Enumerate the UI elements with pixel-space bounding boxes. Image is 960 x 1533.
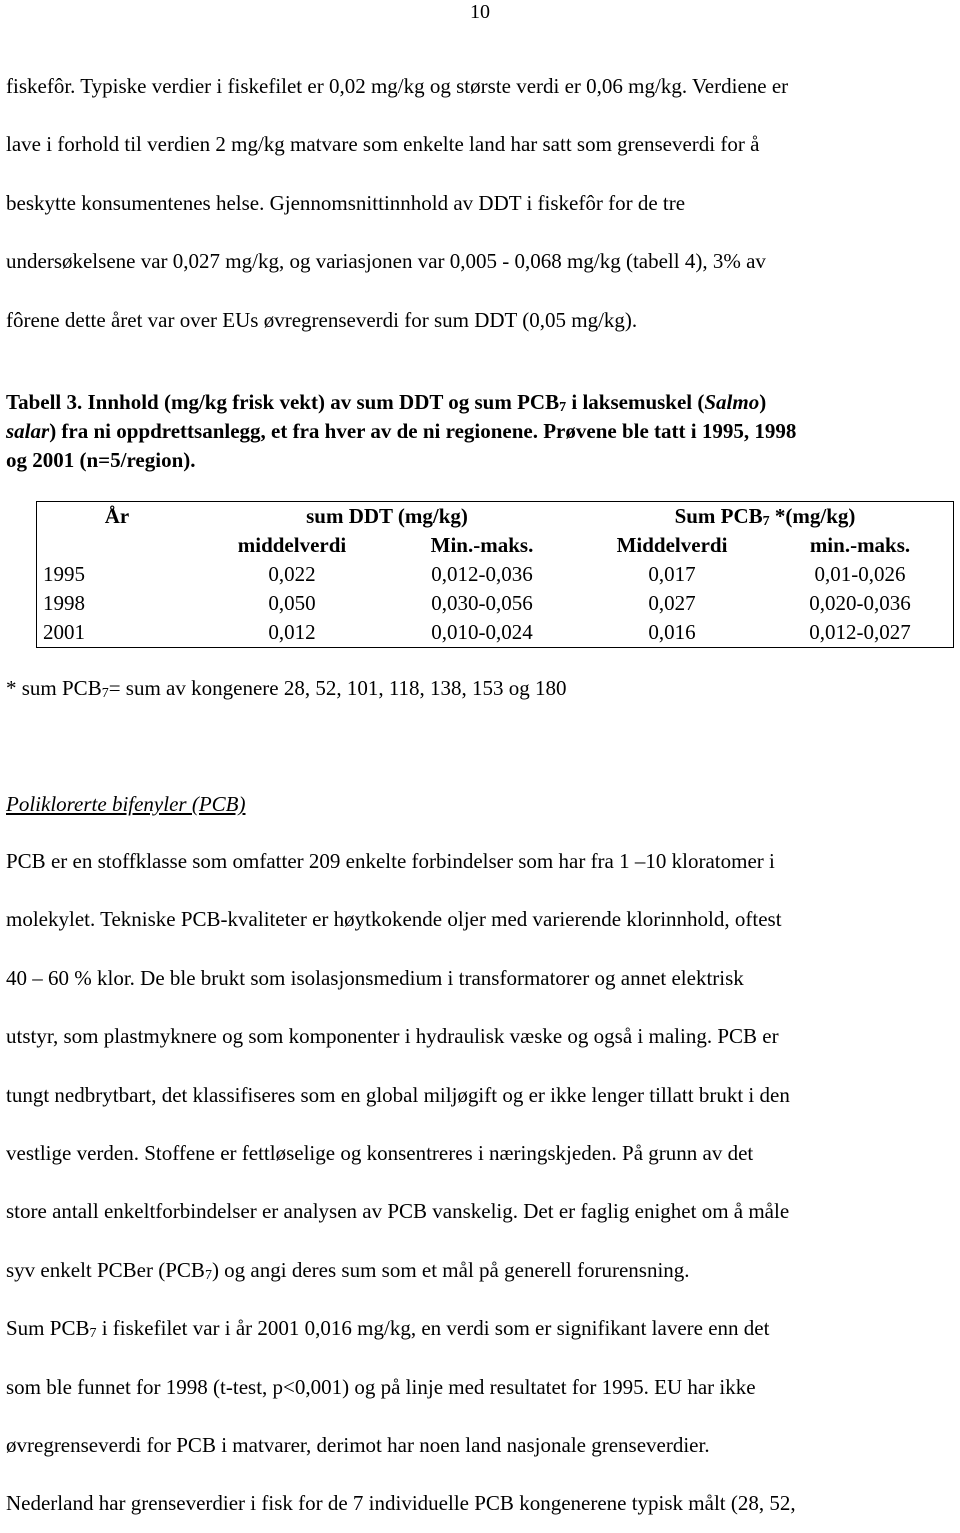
text-line: vestlige verden. Stoffene er fettløselige og konsentreres i næringskjeden. På grunn av det: [6, 1141, 754, 1166]
cell-ddt-mean: 0,050: [268, 591, 316, 615]
cell-pcb-mean: 0,016: [648, 620, 696, 644]
column-header-pcb-range: min.-maks.: [809, 533, 911, 557]
text-line: syv enkelt PCBer $(PCB_7)$ og angi deres sum som et mål på generell forurensning.: [6, 1257, 690, 1283]
text-line: tungt nedbrytbart, det klassifiseres som en global miljøgift og er ikke lenger tillatt brukt i den: [6, 1082, 790, 1107]
table-row: [37, 589, 954, 618]
section-heading: Poliklorerte bifenyler (PCB): [6, 792, 246, 816]
text-line: PCB er en stoffklasse som omfatter 209 enkelte forbindelser som har fra 1 –10 kloratomer i: [6, 849, 775, 873]
cell-pcb-mean: 0,027: [648, 591, 696, 615]
column-group-pcb: Sum $PCB_7$ *(mg/kg): [674, 504, 856, 529]
text-line: undersøkelsene var 0,027 mg/kg, og variasjonen var 0,005 - 0,068 mg/kg (tabell 4), 3% av: [6, 249, 766, 274]
text-line: fiskefôr. Typiske verdier i fiskefilet er 0,02 mg/kg og største verdi er 0,06 mg/kg. Verdiene er: [6, 74, 789, 98]
cell-year: 2001: [43, 620, 85, 644]
table-row: [37, 560, 954, 589]
empty-cell: [37, 531, 198, 560]
cell-pcb-range: 0,01-0,026: [814, 562, 906, 586]
table-footnote: * sum $PCB_7=$ sum av kongenere 28, 52, 101, 118, 138, 153 og 180: [6, 676, 567, 701]
cell-pcb-mean: 0,017: [648, 562, 696, 586]
caption-line-3: og 2001 (n=5/region).: [6, 448, 196, 472]
table-row: [37, 618, 954, 648]
column-header-ddt-range: Min.-maks.: [430, 533, 534, 557]
column-header-ddt-mean: middelverdi: [237, 533, 347, 557]
text-line: 40 – 60 % klor. De ble brukt som isolasjonsmedium i transformatorer og annet elektrisk: [6, 965, 744, 990]
column-group-ddt: sum DDT (mg/kg): [306, 504, 468, 528]
text-line: store antall enkeltforbindelser er analysen av PCB vanskelig. Det er faglig enighet om å måle: [6, 1199, 790, 1224]
text-line: utstyr, som plastmyknere og som komponenter i hydraulisk væske og også i maling. PCB er: [6, 1024, 779, 1049]
text-line: lave i forhold til verdien 2 mg/kg matvare som enkelte land har satt som grenseverdi for å: [6, 132, 760, 157]
table-subheader-row: [37, 531, 954, 560]
text-line: fôrene dette året var over EUs øvregrenseverdi for sum DDT (0,05 mg/kg).: [6, 307, 638, 332]
text-line: molekylet. Tekniske PCB-kvaliteter er høytkokende oljer med varierende klorinnhold, oftest: [6, 907, 782, 932]
cell-year: 1998: [43, 591, 85, 615]
text-line: øvregrenseverdi for PCB i matvarer, derimot har noen land nasjonale grenseverdier.: [6, 1433, 710, 1458]
cell-ddt-mean: 0,022: [268, 562, 316, 586]
cell-ddt-range: 0,010-0,024: [431, 620, 533, 644]
cell-ddt-range: 0,012-0,036: [431, 562, 533, 586]
cell-ddt-mean: 0,012: [268, 620, 316, 644]
caption-line-2: salar) fra ni oppdrettsanlegg, et fra hver av de ni regionene. Prøvene ble tatt i 1995, 1998: [6, 419, 797, 443]
table-header-row: [37, 502, 954, 532]
pcb-paragraph: [6, 832, 956, 1533]
table-caption: [6, 388, 956, 475]
column-header-year: År: [104, 504, 130, 528]
data-table: [36, 501, 954, 648]
cell-pcb-range: 0,012-0,027: [809, 620, 911, 644]
page-number: 10: [470, 1, 490, 23]
intro-paragraph: [6, 57, 956, 349]
text-line: beskytte konsumentenes helse. Gjennomsnittinnhold av DDT i fiskefôr for de tre: [6, 190, 686, 215]
cell-year: 1995: [43, 562, 85, 586]
cell-ddt-range: 0,030-0,056: [431, 591, 533, 615]
text-line: Nederland har grenseverdier i fisk for de 7 individuelle PCB kongenerene typisk målt (28, 52,: [6, 1491, 796, 1516]
text-line: Sum $PCB_7$ i fiskefilet var i år 2001 0,016 mg/kg, en verdi som er signifikant lavere enn det: [6, 1316, 770, 1342]
text-line: som ble funnet for 1998 (t-test, p<0,001) og på linje med resultatet for 1995. EU har ikke: [6, 1374, 756, 1399]
cell-pcb-range: 0,020-0,036: [809, 591, 911, 615]
caption-line-1: Tabell 3. Innhold (mg/kg frisk vekt) av sum DDT og sum $PCB_7$ i laksemuskel (Salmo): [6, 390, 767, 415]
column-header-pcb-mean: Middelverdi: [616, 533, 728, 557]
